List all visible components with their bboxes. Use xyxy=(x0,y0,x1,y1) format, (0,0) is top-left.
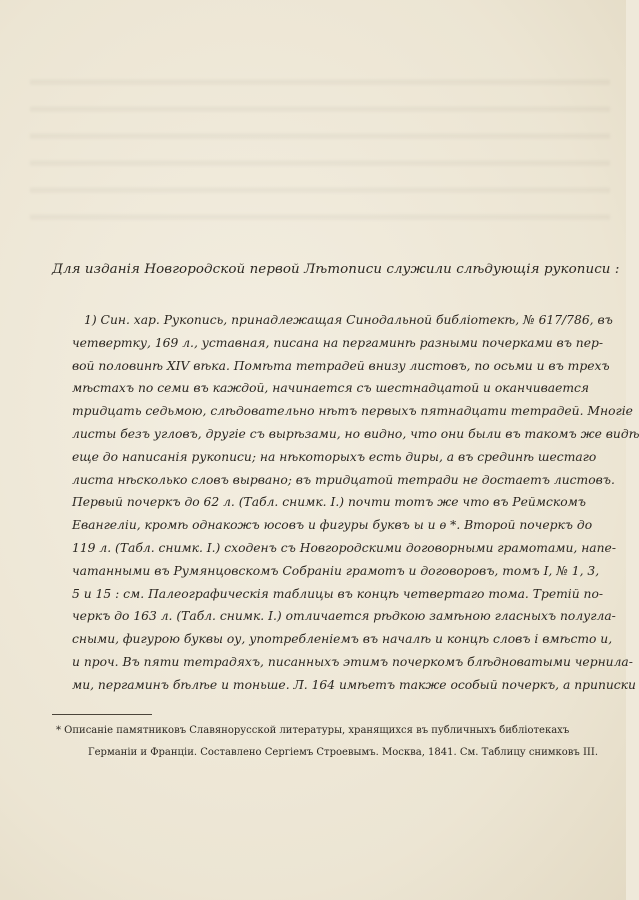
text-line: Первый почеркъ до 62 л. (Табл. снимк. I.) почти тотъ же что въ Реймскомъ xyxy=(72,495,587,510)
text-line: черкъ до 163 л. (Табл. снимк. I.) отличается рѣдкою замѣною гласныхъ полугла- xyxy=(72,609,616,624)
text-line: листы безъ угловъ, другіе съ вырѣзами, но видно, что они были въ такомъ же видѣ xyxy=(72,426,639,441)
text-line: чатанными въ Румянцовскомъ Собраніи грамотъ и договоровъ, томъ I, № 1, 3, xyxy=(72,563,600,578)
text-line: четвертку, 169 л., уставная, писана на пергаминѣ разными почерками въ пер- xyxy=(72,335,604,350)
text-line: листа нѣсколько словъ вырвано; въ тридцатой тетради не достаетъ листовъ. xyxy=(72,472,615,487)
section-heading: Для изданія Новгородской первой Лѣтописи служили слѣдующія рукописи : xyxy=(52,262,620,277)
footnote-line: Германіи и Франціи. Составлено Сергіемъ Строевымъ. Москва, 1841. См. Таблицу снимковъ III. xyxy=(88,747,598,758)
text-line: Евангеліи, кромѣ однакожъ юсовъ и фигуры буквъ ы и ѳ *. Второй почеркъ до xyxy=(72,518,593,533)
footnote-rule xyxy=(52,714,152,715)
text-line: еще до написанія рукописи; на нѣкоторыхъ есть диры, а въ срединѣ шестаго xyxy=(72,449,597,464)
text-line: сными, фигурою буквы оу, употребленіемъ въ началѣ и концѣ словъ і вмѣсто и, xyxy=(72,632,613,647)
bleed-through-shadow xyxy=(30,70,610,220)
footnote-line: * Описаніе памятниковъ Славянорусской литературы, хранящихся въ публичныхъ библіотекахъ xyxy=(56,725,570,736)
text-line: 119 л. (Табл. снимк. I.) сходенъ съ Новгородскими договорными грамотами, напе- xyxy=(72,540,616,555)
text-line: вой половинѣ XIV вѣка. Помѣта тетрадей внизу листовъ, по осьми и въ трехъ xyxy=(72,358,610,373)
text-line: ми, пергаминъ бѣлѣе и тоньше. Л. 164 имѣетъ также особый почеркъ, а приписки xyxy=(72,677,636,692)
footnote xyxy=(56,720,598,764)
text-line: 1) Син. хар. Рукопись, принадлежащая Синодальной библіотекѣ, № 617/786, въ xyxy=(84,313,613,327)
text-line: и проч. Въ пяти тетрадяхъ, писанныхъ этимъ почеркомъ блѣдноватыми чернила- xyxy=(72,654,633,669)
text-line: тридцать седьмою, слѣдовательно нѣтъ первыхъ пятнадцати тетрадей. Многіе xyxy=(72,404,633,419)
text-line: 5 и 15 : см. Палеографическія таблицы въ концѣ четвертаго тома. Третій по- xyxy=(72,586,604,601)
text-line: мѣстахъ по семи въ каждой, начинается съ шестнадцатой и оканчивается xyxy=(72,381,590,396)
body-text xyxy=(72,309,639,697)
